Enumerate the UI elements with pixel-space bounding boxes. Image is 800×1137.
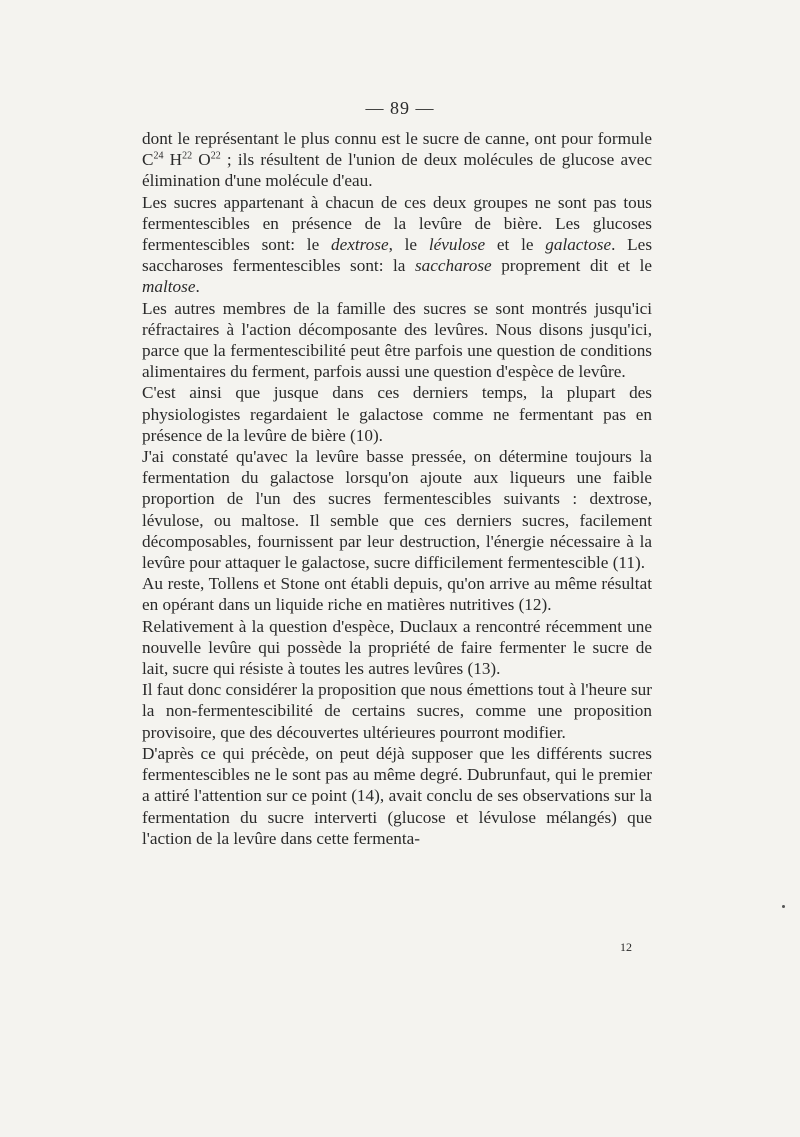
text-run: Les autres membres de la famille des sucres se sont montrés jusqu'ici réfractaires à l'action décomposante des levûres. Nous disons jusqu'ici, parce que la fermentescibilité peut être parfois une question de conditions alimentaires du ferment, parfois aussi une question d'espèce de levûre. — [142, 298, 652, 382]
signature-mark: 12 — [620, 940, 632, 954]
text-run: J'ai constaté qu'avec la levûre basse pressée, on détermine toujours la fermentation du galactose lorsqu'on ajoute aux liqueurs une faible proportion de l'un des sucres fermentescibles suivants : dextrose, lévulose, ou maltose. Il semble que ces derniers sucres, facilement décomposables, fournissent par leur destruction, l'énergie nécessaire à la levûre pour attaquer le galactose, sucre difficilement fermentescible (11). — [142, 447, 652, 573]
italic-term: galactose — [545, 235, 612, 255]
text-run: . — [195, 277, 200, 297]
paragraph — [142, 616, 652, 680]
text-run: . Les saccharoses fermentescibles sont: la — [142, 235, 653, 276]
page-number: — 89 — — [365, 98, 435, 118]
text-run: Les sucres appartenant à chacun de ces deux groupes ne sont pas tous fermentescibles en présence de la levûre de bière. Les glucoses fermentescibles sont: le — [142, 192, 652, 255]
paragraph — [142, 679, 652, 743]
paragraph — [142, 743, 652, 849]
text-run: O — [192, 150, 211, 170]
paragraph — [142, 446, 652, 573]
paragraph — [142, 298, 652, 383]
text-run: D'après ce qui précède, on peut déjà supposer que les différents sucres fermentescibles ne le sont pas au même degré. Dubrunfaut, qui le premier a attiré l'attention sur ce point (14), avait conclu de ses observations sur la fermentation du sucre interverti (glucose et lévulose mélangés) que l'action de la levûre dans cette fermenta- — [142, 743, 652, 848]
superscript: 22 — [210, 150, 221, 162]
italic-term: saccharose — [414, 256, 492, 276]
paragraph — [142, 128, 652, 192]
body-text — [142, 128, 652, 849]
text-run: , le — [388, 235, 429, 255]
text-run: dont le représentant le plus connu est le sucre de canne, ont pour formule C — [142, 129, 652, 170]
superscript: 24 — [153, 150, 164, 162]
italic-term: dextrose — [330, 235, 389, 255]
text-run: H — [163, 150, 183, 170]
text-run: Il faut donc considérer la proposition que nous émettions tout à l'heure sur la non-fermentescibilité de certains sucres, comme une proposition provisoire, que des découvertes ultérieures pourront modifier. — [142, 680, 653, 742]
page-speck — [782, 905, 785, 908]
paragraph — [142, 573, 652, 615]
paragraph — [142, 192, 652, 298]
text-run: ; ils résultent de l'union de deux molécules de glucose avec élimination d'une molécule d'eau. — [142, 150, 652, 191]
text-run: et le — [485, 235, 546, 255]
paragraph — [142, 382, 652, 446]
superscript: 22 — [182, 150, 193, 162]
text-run: C'est ainsi que jusque dans ces derniers temps, la plupart des physiologistes regardaient le galactose comme ne fermentant pas en présence de la levûre de bière (10). — [142, 383, 652, 445]
italic-term: maltose — [142, 277, 196, 297]
italic-term: lévulose — [428, 235, 486, 255]
text-run: Au reste, Tollens et Stone ont établi depuis, qu'on arrive au même résultat en opérant dans un liquide riche en matières nutritives (12). — [142, 574, 652, 615]
text-run: proprement dit et le — [491, 256, 652, 276]
text-run: Relativement à la question d'espèce, Duclaux a rencontré récemment une nouvelle levûre qui possède la propriété de faire fermenter le sucre de lait, sucre qui résiste à toutes les autres levûres (13). — [142, 616, 652, 679]
